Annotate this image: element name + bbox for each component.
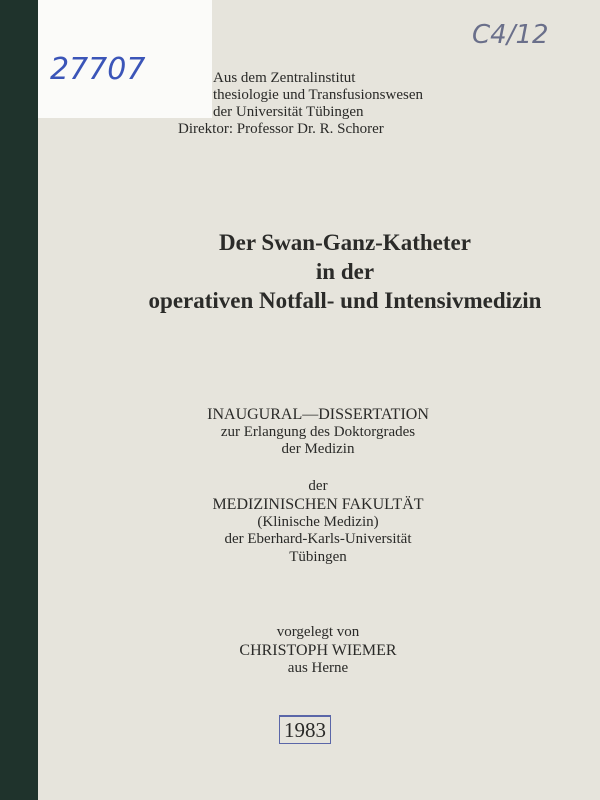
faculty-line: der (308, 478, 328, 494)
inventory-number: 27707 (50, 52, 146, 87)
shelf-mark: C4/12 (472, 20, 549, 50)
year-stamp: 1983 (279, 715, 331, 744)
author-name: CHRISTOPH WIEMER (239, 642, 397, 659)
title-line: in der (315, 259, 375, 284)
author-line: aus Herne (287, 660, 349, 676)
header-line: thesiologie und Transfusionswesen (213, 87, 423, 103)
faculty-line: Tübingen (289, 549, 347, 565)
dissertation-line: zur Erlangung des Doktorgrades (220, 424, 416, 440)
title-line: operativen Notfall- und Intensivmedizin (148, 288, 542, 313)
header-line: Aus dem Zentralinstitut (213, 70, 356, 86)
faculty-name: MEDIZINISCHEN FAKULTÄT (212, 496, 424, 513)
header-line: der Universität Tübingen (213, 104, 364, 120)
title-line: Der Swan-Ganz-Katheter (219, 230, 471, 255)
author-line: vorgelegt von (276, 624, 360, 640)
thesis-title (0, 228, 600, 315)
faculty-line: (Klinische Medizin) (257, 514, 379, 530)
dissertation-type: INAUGURAL—DISSERTATION (207, 406, 429, 423)
header-line: Direktor: Professor Dr. R. Schorer (178, 121, 384, 137)
faculty-line: der Eberhard-Karls-Universität (224, 531, 412, 547)
binding-spine (0, 0, 38, 800)
dissertation-line: der Medizin (281, 441, 355, 457)
